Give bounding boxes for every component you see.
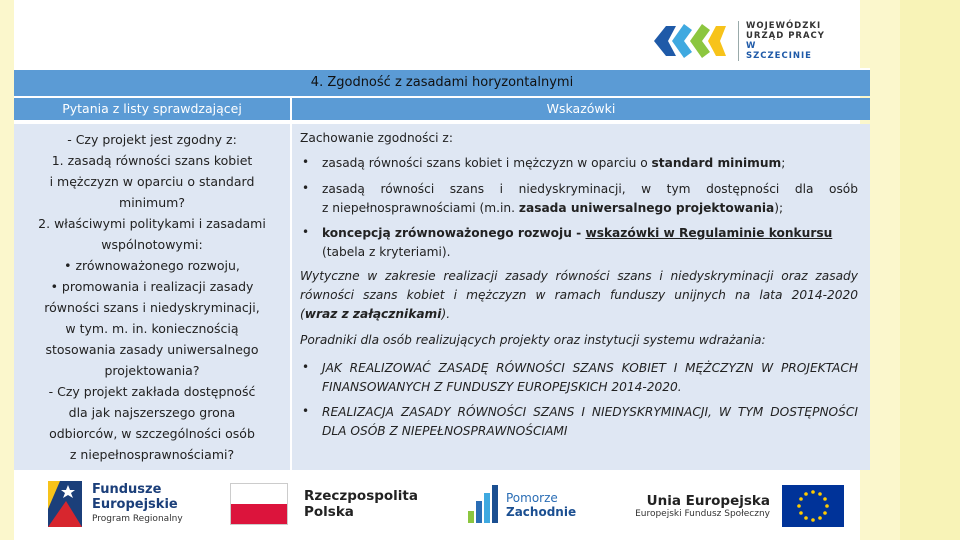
handbook-2-line-2[interactable]: DLA OSÓB Z NIEPEŁNOSPRAWNOŚCIAMI <box>322 424 568 438</box>
question-line: 1. zasadą równości szans kobiet <box>51 153 253 168</box>
handbook-2-line-1[interactable]: REALIZACJA ZASADY RÓWNOŚCI SZANS I NIEDYSKRYMINACJI, W TYM DOSTĘPNOŚCI <box>322 405 858 419</box>
rp-line-2: Polska <box>304 504 354 520</box>
hint-bullet-3-line-2: (tabela z kryteriami). <box>322 245 451 259</box>
bullet: • <box>302 360 310 374</box>
pz-line-2: Zachodnie <box>506 505 577 519</box>
bullet: • <box>302 155 310 169</box>
rp-line-1: Rzeczpospolita <box>304 488 418 504</box>
guidelines-attachments[interactable]: wraz z załącznikami <box>304 307 442 321</box>
hint-3-bold: koncepcją zrównoważonego rozwoju - <box>322 226 586 240</box>
fe-line-3: Program Regionalny <box>92 513 183 524</box>
fe-text <box>92 482 183 527</box>
rzeczpospolita-polska-logo <box>230 482 420 526</box>
hint-bullet-3-line-1 <box>322 224 832 243</box>
bullet: • <box>302 225 310 239</box>
pz-text <box>506 491 576 519</box>
wup-line-2: URZĄD PRACY <box>746 31 825 41</box>
ue-line-2: Europejski Fundusz Społeczny <box>635 509 770 519</box>
question-line: 2. właściwymi politykami i zasadami <box>38 216 266 231</box>
question-line: i mężczyzn w oparciu o standard <box>49 174 255 189</box>
left-accent-stripe <box>0 0 14 540</box>
hint-1-bold: standard minimum <box>651 156 782 170</box>
left-column-header: Pytania z listy sprawdzającej <box>14 98 290 120</box>
fe-star-icon <box>46 479 86 529</box>
table-title-row <box>14 68 870 96</box>
handbooks-intro: Poradniki dla osób realizujących projekty oraz instytucji systemu wdrażania: <box>300 333 766 347</box>
question-line: - Czy projekt jest zgodny z: <box>67 132 237 147</box>
fe-line-1: Fundusze <box>92 481 162 497</box>
hint-bullet-2-line-2 <box>322 199 783 218</box>
question-line: dla jak najszerszego grona <box>68 405 236 420</box>
pz-line-1: Pomorze <box>506 491 558 505</box>
guidelines-line-1: Wytyczne w zakresie realizacji zasady równości szans i niedyskryminacji oraz zasady <box>300 269 858 283</box>
pz-icon <box>464 481 500 529</box>
hint-1-end: ; <box>781 156 786 170</box>
hint-2-end: ); <box>774 201 784 215</box>
question-line: odbiorców, w szczególności osób <box>49 426 255 441</box>
rp-text <box>304 488 418 520</box>
wup-line-1: WOJEWÓDZKI <box>746 21 822 31</box>
bullet: • <box>302 404 310 418</box>
wup-logo <box>650 14 825 68</box>
fe-line-2: Europejskie <box>92 496 178 512</box>
wup-logo-text <box>738 21 825 61</box>
left-column-body <box>14 124 290 470</box>
bullet: • <box>302 181 310 195</box>
guidelines-close: ). <box>441 307 451 321</box>
hint-2-text: z niepełnosprawnościami (m.in. <box>322 201 519 215</box>
hint-bullet-2-line-1: zasadą równości szans i niedyskryminacji, w tym dostępności dla osób <box>322 182 858 196</box>
question-line: - Czy projekt zakłada dostępność <box>48 384 256 399</box>
question-line: • promowania i realizacji zasady <box>50 279 254 294</box>
right-column-header: Wskazówki <box>292 98 870 120</box>
table-title: 4. Zgodność z zasadami horyzontalnymi <box>310 75 574 90</box>
wup-logo-icon <box>650 16 730 66</box>
regulations-link[interactable]: wskazówki w Regulaminie konkursu <box>585 226 833 240</box>
handbook-1-line-1[interactable]: JAK REALIZOWAĆ ZASADĘ RÓWNOŚCI SZANS KOBIET I MĘŻCZYZN W PROJEKTACH <box>322 361 858 375</box>
pomorze-zachodnie-logo <box>464 478 594 532</box>
guidelines-line-3 <box>300 305 450 324</box>
question-line: równości szans i niedyskryminacji, <box>44 300 260 315</box>
question-line: stosowania zasady uniwersalnego <box>45 342 259 357</box>
fundusze-europejskie-logo <box>46 476 186 532</box>
unia-europejska-logo <box>614 484 854 528</box>
polish-flag-icon <box>230 483 288 525</box>
hint-2-bold: zasada uniwersalnego projektowania <box>518 201 775 215</box>
footer-logos <box>14 470 860 540</box>
handbook-1-line-2[interactable]: FINANSOWANYCH Z FUNDUSZY EUROPEJSKICH 2014-2020. <box>322 380 682 394</box>
right-accent-inner <box>900 0 960 540</box>
wup-line-3: W SZCZECINIE <box>746 41 812 61</box>
right-column-body <box>292 124 870 470</box>
eu-flag-icon <box>782 485 844 527</box>
hint-bullet-1 <box>322 154 785 173</box>
ue-line-1: Unia Europejska <box>646 493 770 509</box>
guidelines-open: ( <box>300 307 305 321</box>
ue-text <box>614 493 770 519</box>
question-line: w tym. m. in. koniecznością <box>65 321 239 336</box>
question-line: z niepełnosprawnościami? <box>69 447 235 462</box>
question-line: projektowania? <box>104 363 200 378</box>
guidelines-line-2: równości szans kobiet i mężczyzn w ramach funduszy unijnych na lata 2014-2020 <box>300 288 858 302</box>
hints-intro: Zachowanie zgodności z: <box>300 131 453 145</box>
hint-1-text: zasadą równości szans kobiet i mężczyzn w oparciu o <box>322 156 652 170</box>
question-line: wspólnotowymi: <box>101 237 203 252</box>
question-line: • zrównoważonego rozwoju, <box>64 258 240 273</box>
question-line: minimum? <box>119 195 185 210</box>
